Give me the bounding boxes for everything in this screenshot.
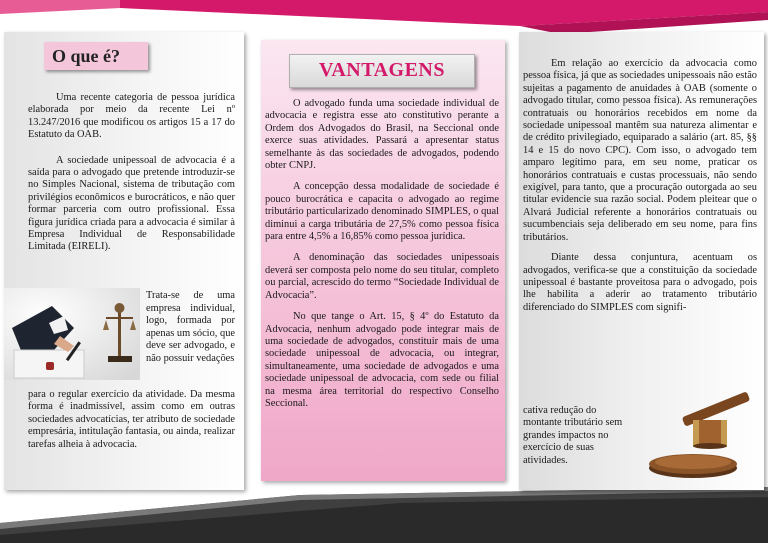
bottom-decorative-band bbox=[0, 483, 768, 543]
paragraph-individual-company-rest: para o regular exercício da atividade. Da mesma forma é inadmissível, assim como em outras sociedades advocatícias, ter atributo de sociedade empresária, intitulação fantasia, ou ainda, realizar tarefas alheia à advocacia. bbox=[28, 389, 235, 450]
lawyer-desk-image bbox=[4, 288, 140, 380]
paragraph-founding: O advogado funda uma sociedade individual de advocacia e registra esse ato constitutivo perante a Ordem dos Advogados do Brasil, na Seccional onde exerce suas atividades. Passará a apresentar status semelhante às das sociedades de advogados, podendo obter CNPJ. bbox=[265, 98, 499, 172]
paragraph-article-15: No que tange o Art. 15, § 4º do Estatuto da Advocacia, nenhum advogado pode integrar mais de uma sociedade de advogados, constituir mais de uma sociedade unipessoal de advocacia, ou integrar, simultaneamente, uma sociedade de advogados e uma sociedade unipessoal de advocacia, com sede ou filial na mesma área territorial do respectivo Conselho Seccional. bbox=[265, 311, 499, 409]
paragraph-conclusion: Diante dessa conjuntura, acentuam os advogados, verifica-se que a constituição da sociedade unipessoal é bastante proveitosa para o advogado, pois lhe habilita a aderir ao tratamento tributário diferenciado do SIMPLES com signifi- bbox=[523, 252, 757, 313]
paragraph-individual-company-side: Trata-se de uma empresa individual, logo, formada por apenas um sócio, que deve ser advogado, e não possuir vedações bbox=[146, 290, 235, 364]
panel-advantages bbox=[261, 40, 505, 481]
paragraph-definition: A sociedade unipessoal de advocacia é a saída para o advogado que pretende introduzir-se no Simples Nacional, sistema de tributação com privilégios econômicos e burocráticos, e não quer formar parceria com outro profissional. Essa figura jurídica criada para a advocacia é similar à Empresa Individual de Responsabilidade Limitada (EIRELI). bbox=[28, 154, 235, 253]
paragraph-naming: A denominação das sociedades unipessoais deverá ser composta pelo nome do seu titular, completo ou parcial, acrescido do termo “Sociedade Individual de Advocacia”. bbox=[265, 252, 499, 301]
panel-what-is bbox=[4, 32, 244, 490]
section-title-what-is: O que é? bbox=[44, 42, 148, 70]
paragraph-intro: Uma recente categoria de pessoa jurídica elaborada por meio da recente Lei nº 13.247/2016 que modificou os artigos 15 a 17 do Estatuto da OAB. bbox=[28, 92, 235, 141]
paragraph-simples: A concepção dessa modalidade de sociedade é pouco burocrática e capacita o advogado ao regime tributário particularizado denominado SIMPLES, o qual diminui a carga tributária de 27,5% como pessoa física para entre 4,5% a 16,85% como pessoa jurídica. bbox=[265, 181, 499, 243]
gavel-image bbox=[631, 384, 761, 484]
paragraph-individual-vs-society: Em relação ao exercício da advocacia como pessoa física, já que as sociedades unipessoais não estão sujeitas a pagamento de anuidades à OAB (somente o advogado titular, como pessoa física). As remunerações contratuais ou honorários recebidos em nome da sociedade unipessoal mantêm sua natureza alimentar e de crédito privilegiado, equiparado a salário (art. 85, §§ 14 e 15 do novo CPC). Com isso, o advogado tem amparo legítimo para, em seu nome, praticar os honorários contratuais e custas processuais, não sendo exigível, para tanto, que a procuração outorgada ao seu titular evidencie sua razão social. Podem pleitear que o Alvará Judicial referente a honorários contratuais ou sucumbenciais seja deliberado em seu nome, para fins tributários. bbox=[523, 58, 758, 243]
section-title-advantages: VANTAGENS bbox=[289, 54, 475, 88]
paragraph-conclusion-side: cativa redução do montante tributário sem grandes impactos no exercício de suas atividades. bbox=[523, 405, 623, 466]
panel-benefits bbox=[519, 32, 764, 490]
